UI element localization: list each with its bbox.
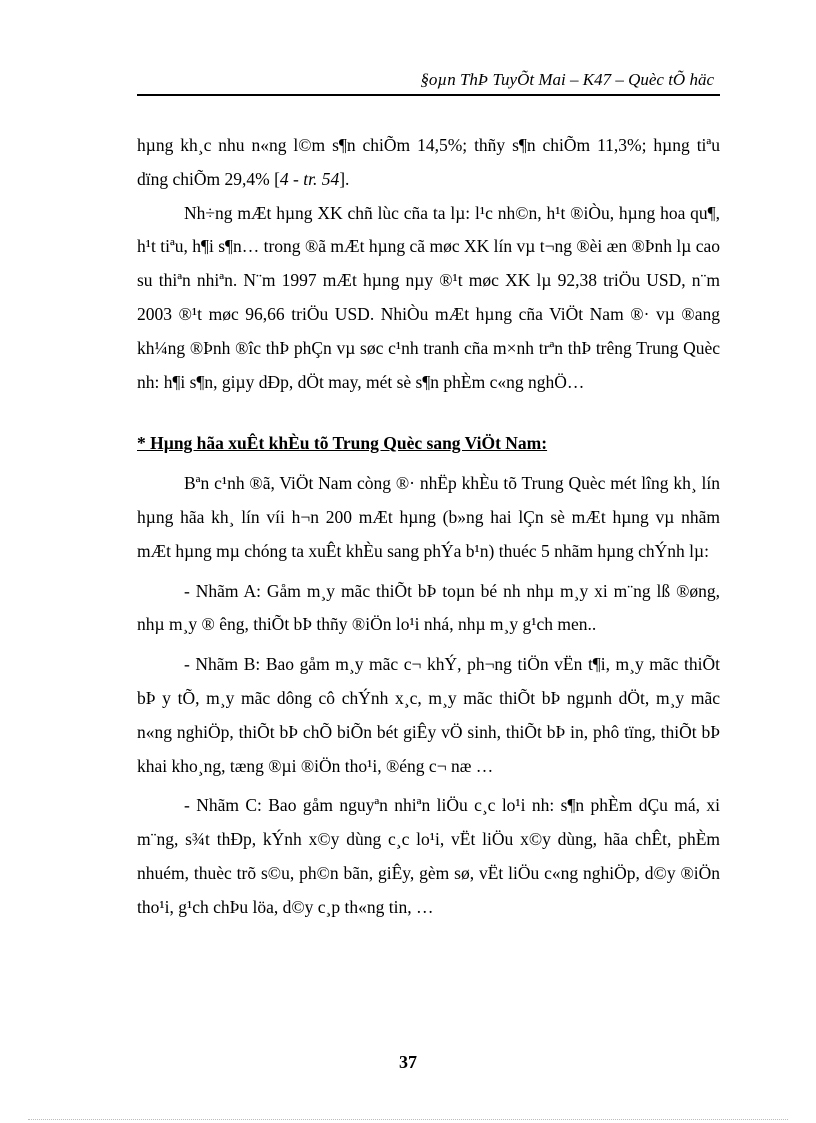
citation: 4 - tr. 54 [279, 168, 340, 189]
group-b-item: - Nhãm B: Bao gåm m¸y mãc c¬ khÝ, ph¬ng tiÖn vËn t¶i, m¸y mãc thiÕt bÞ y tÕ, m¸y mãc dông cô chÝnh x¸c, m¸y mãc thiÕt bÞ ngµnh dÖt, m¸y mãc n«ng nghiÖp, thiÕt bÞ chÕ biÕn bét giÊy vÖ sinh, thiÕt bÞ in, phô tïng, thiÕt bÞ khai kho¸ng, tæng ®µi ®iÖn tho¹i, ®éng c¬ næ … [137, 654, 720, 776]
paragraph-1: hµng kh¸c nhu n«ng l©m s¶n chiÕm 14,5%; thñy s¶n chiÕm 11,3%; hµng tiªu dïng chiÕm 29,4% [4 - tr. 54]. [137, 135, 720, 189]
section-heading: * Hµng hãa xuÊt khÈu tõ Trung Quèc sang ViÖt Nam: [137, 433, 548, 454]
paragraph-2: Nh÷ng mÆt hµng XK chñ lùc cña ta lµ: l¹c nh©n, h¹t ®iÒu, hµng hoa qu¶, h¹t tiªu, h¶i s¶n… trong ®ã mÆt hµng cã møc XK lín vµ t¬ng ®èi æn ®Þnh lµ cao su thiªn nhiªn. N¨m 1997 mÆt hµng nµy ®¹t møc XK lµ 92,38 triÖu USD, n¨m 2003 ®¹t møc 96,66 triÖu USD. NhiÒu mÆt hµng cña ViÖt Nam ®· vµ ®ang kh¼ng ®Þnh ®îc thÞ phÇn vµ søc c¹nh tranh cña m×nh trªn thÞ trêng Trung Quèc nh: h¶i s¶n, giµy dÐp, dÖt may, mét sè s¶n phÈm c«ng nghÖ… [137, 202, 720, 392]
paragraph-3: Bªn c¹nh ®ã, ViÖt Nam còng ®· nhËp khÈu tõ Trung Quèc mét lîng kh¸ lín hµng hãa kh¸ lín víi h¬n 200 mÆt hµng (b»ng hai lÇn sè mÆt hµng vµ nhãm mÆt hµng mµ chóng ta xuÊt khÈu sang phÝa b¹n) thuéc 5 nhãm hµng chÝnh lµ: [137, 473, 720, 561]
page-bottom-border [28, 1119, 788, 1120]
page-header [137, 66, 720, 96]
group-a-item: - Nhãm A: Gåm m¸y mãc thiÕt bÞ toµn bé nh nhµ m¸y xi m¨ng lß ®øng, nhµ m¸y ® êng, thiÕt bÞ thñy ®iÖn lo¹i nhá, nhµ m¸y g¹ch men.. [137, 580, 720, 635]
page-number: 37 [399, 1052, 417, 1072]
header-text: §oµn ThÞ TuyÕt Mai – K47 – Quèc tÕ häc [420, 70, 714, 89]
group-c-item: - Nhãm C: Bao gåm nguyªn nhiªn liÖu c¸c lo¹i nh: s¶n phÈm dÇu má, xi m¨ng, s¾t thÐp, kÝnh x©y dùng c¸c lo¹i, vËt liÖu x©y dùng, hãa chÊt, phÈm nhuém, thuèc trõ s©u, ph©n bãn, giÊy, gèm sø, vËt liÖu c«ng nghiÖp, d©y ®iÖn tho¹i, g¹ch chÞu löa, d©y c¸p th«ng tin, … [137, 795, 720, 917]
page-footer [0, 1052, 816, 1073]
page-body [137, 129, 720, 925]
